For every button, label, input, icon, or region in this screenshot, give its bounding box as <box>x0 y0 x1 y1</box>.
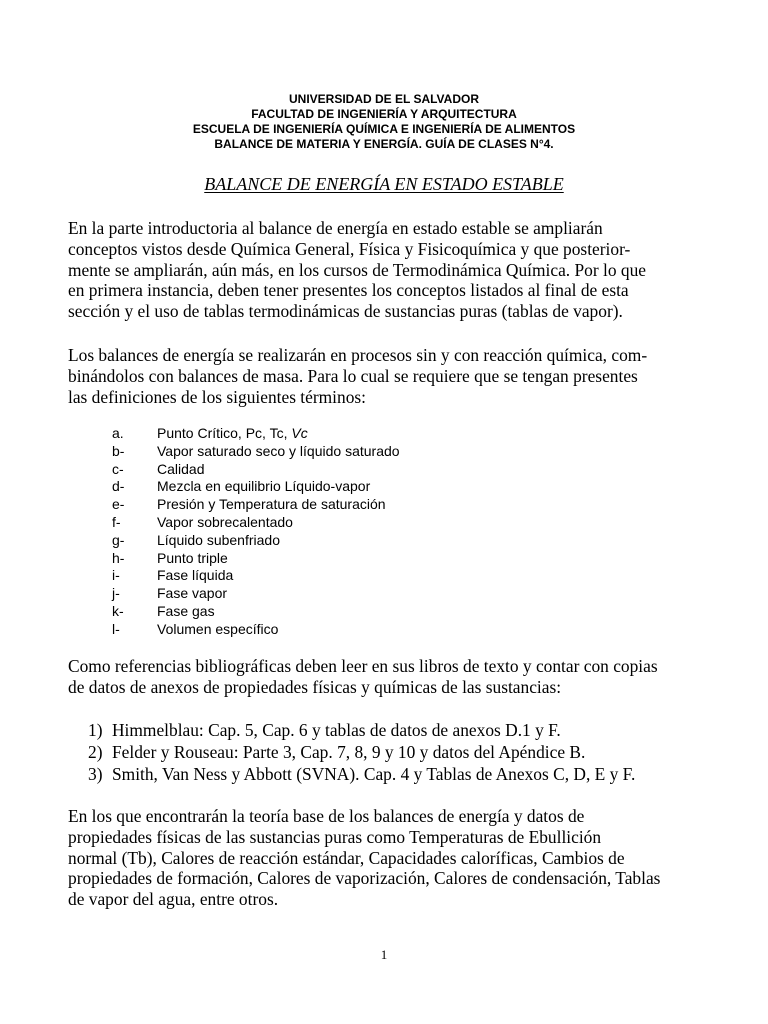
list-item-text: Vapor sobrecalentado <box>157 513 293 530</box>
reference-number: 1) <box>88 720 103 740</box>
document-header <box>0 92 768 152</box>
paragraph-line: de datos de anexos de propiedades físicas y químicas de las sustancias: <box>68 676 562 697</box>
reference-item <box>88 719 635 741</box>
list-marker: e- <box>112 496 125 513</box>
paragraph-line: en primera instancia, deben tener presentes los conceptos listados al final de esta <box>68 280 629 301</box>
closing-paragraph <box>68 806 708 910</box>
list-marker: g- <box>112 531 125 548</box>
list-item <box>112 478 400 496</box>
page-number: 1 <box>380 947 388 962</box>
paragraph-line: En los que encontrarán la teoría base de los balances de energía y datos de <box>68 806 585 826</box>
list-marker: f- <box>112 513 121 530</box>
list-marker: c- <box>112 460 124 477</box>
reference-number: 3) <box>88 764 103 784</box>
list-marker: a. <box>112 425 124 441</box>
list-item-text: Punto triple <box>157 549 228 566</box>
reference-number: 2) <box>88 742 103 762</box>
references-intro-paragraph <box>68 656 708 698</box>
list-item-text: Mezcla en equilibrio Líquido-vapor <box>157 478 371 495</box>
document-title: BALANCE DE ENERGÍA EN ESTADO ESTABLE <box>204 174 564 194</box>
paragraph-line: normal (Tb), Calores de reacción estándar, Capacidades caloríficas, Cambios de <box>68 847 625 868</box>
list-item-text: Calidad <box>157 460 205 477</box>
list-item-text: Volumen específico <box>157 620 279 637</box>
list-marker: i- <box>112 567 120 584</box>
list-item <box>112 603 400 621</box>
header-university: UNIVERSIDAD DE EL SALVADOR <box>288 92 480 106</box>
paragraph-line: conceptos vistos desde Química General, Física y Fisicoquímica y que posterior- <box>68 238 631 259</box>
paragraph-line: las definiciones de los siguientes términos: <box>68 386 367 407</box>
list-item <box>112 514 400 532</box>
list-item <box>112 425 400 443</box>
list-item <box>112 550 400 568</box>
reference-text: Himmelblau: Cap. 5, Cap. 6 y tablas de datos de anexos D.1 y F. <box>112 720 561 740</box>
header-school: ESCUELA DE INGENIERÍA QUÍMICA E INGENIERÍA DE ALIMENTOS <box>192 122 576 136</box>
list-item <box>112 532 400 550</box>
intro-paragraph <box>68 218 708 322</box>
reference-item <box>88 741 635 763</box>
paragraph-line: sección y el uso de tablas termodinámicas de sustancias puras (tablas de vapor). <box>68 301 623 322</box>
terms-list <box>112 425 400 639</box>
header-faculty: FACULTAD DE INGENIERÍA Y ARQUITECTURA <box>251 107 517 121</box>
list-marker: d- <box>112 478 125 495</box>
list-marker: k- <box>112 602 124 619</box>
reference-item <box>88 763 635 785</box>
paragraph-line: Los balances de energía se realizarán en procesos sin y con reacción química, com- <box>68 345 648 365</box>
terms-intro-paragraph <box>68 345 708 407</box>
list-marker: j- <box>112 585 120 602</box>
reference-text: Felder y Rouseau: Parte 3, Cap. 7, 8, 9 y 10 y datos del Apéndice B. <box>112 742 586 762</box>
list-item-text: Punto Crítico, Pc, Tc, Vc <box>157 425 308 441</box>
list-item-text: Presión y Temperatura de saturación <box>157 496 386 513</box>
list-marker: b- <box>112 442 125 459</box>
paragraph-line: propiedades físicas de las sustancias puras como Temperaturas de Ebullición <box>68 826 602 847</box>
header-course: BALANCE DE MATERIA Y ENERGÍA. GUÍA DE CLASES N°4. <box>214 137 554 151</box>
list-item-text: Líquido subenfriado <box>157 531 280 548</box>
paragraph-line: Como referencias bibliográficas deben leer en sus libros de texto y contar con copias <box>68 656 658 676</box>
paragraph-line: propiedades de formación, Calores de vaporización, Calores de condensación, Tablas <box>68 868 661 889</box>
list-item <box>112 585 400 603</box>
list-item <box>112 621 400 639</box>
list-item-text: Fase líquida <box>157 567 234 584</box>
list-marker: l- <box>112 620 120 637</box>
paragraph-line: binándolos con balances de masa. Para lo cual se requiere que se tengan presentes <box>68 365 638 386</box>
reference-text: Smith, Van Ness y Abbott (SVNA). Cap. 4 y Tablas de Anexos C, D, E y F. <box>112 764 636 784</box>
list-item <box>112 496 400 514</box>
list-item-text: Vapor saturado seco y líquido saturado <box>157 442 400 459</box>
list-item <box>112 443 400 461</box>
list-marker: h- <box>112 549 125 566</box>
references-list <box>88 719 635 785</box>
list-item-text: Fase vapor <box>157 585 228 602</box>
list-item <box>112 567 400 585</box>
list-item <box>112 461 400 479</box>
paragraph-line: de vapor del agua, entre otros. <box>68 889 279 910</box>
list-item-text: Fase gas <box>157 602 215 619</box>
paragraph-line: mente se ampliarán, aún más, en los cursos de Termodinámica Química. Por lo que <box>68 259 646 280</box>
paragraph-line: En la parte introductoria al balance de energía en estado estable se ampliarán <box>68 218 603 238</box>
